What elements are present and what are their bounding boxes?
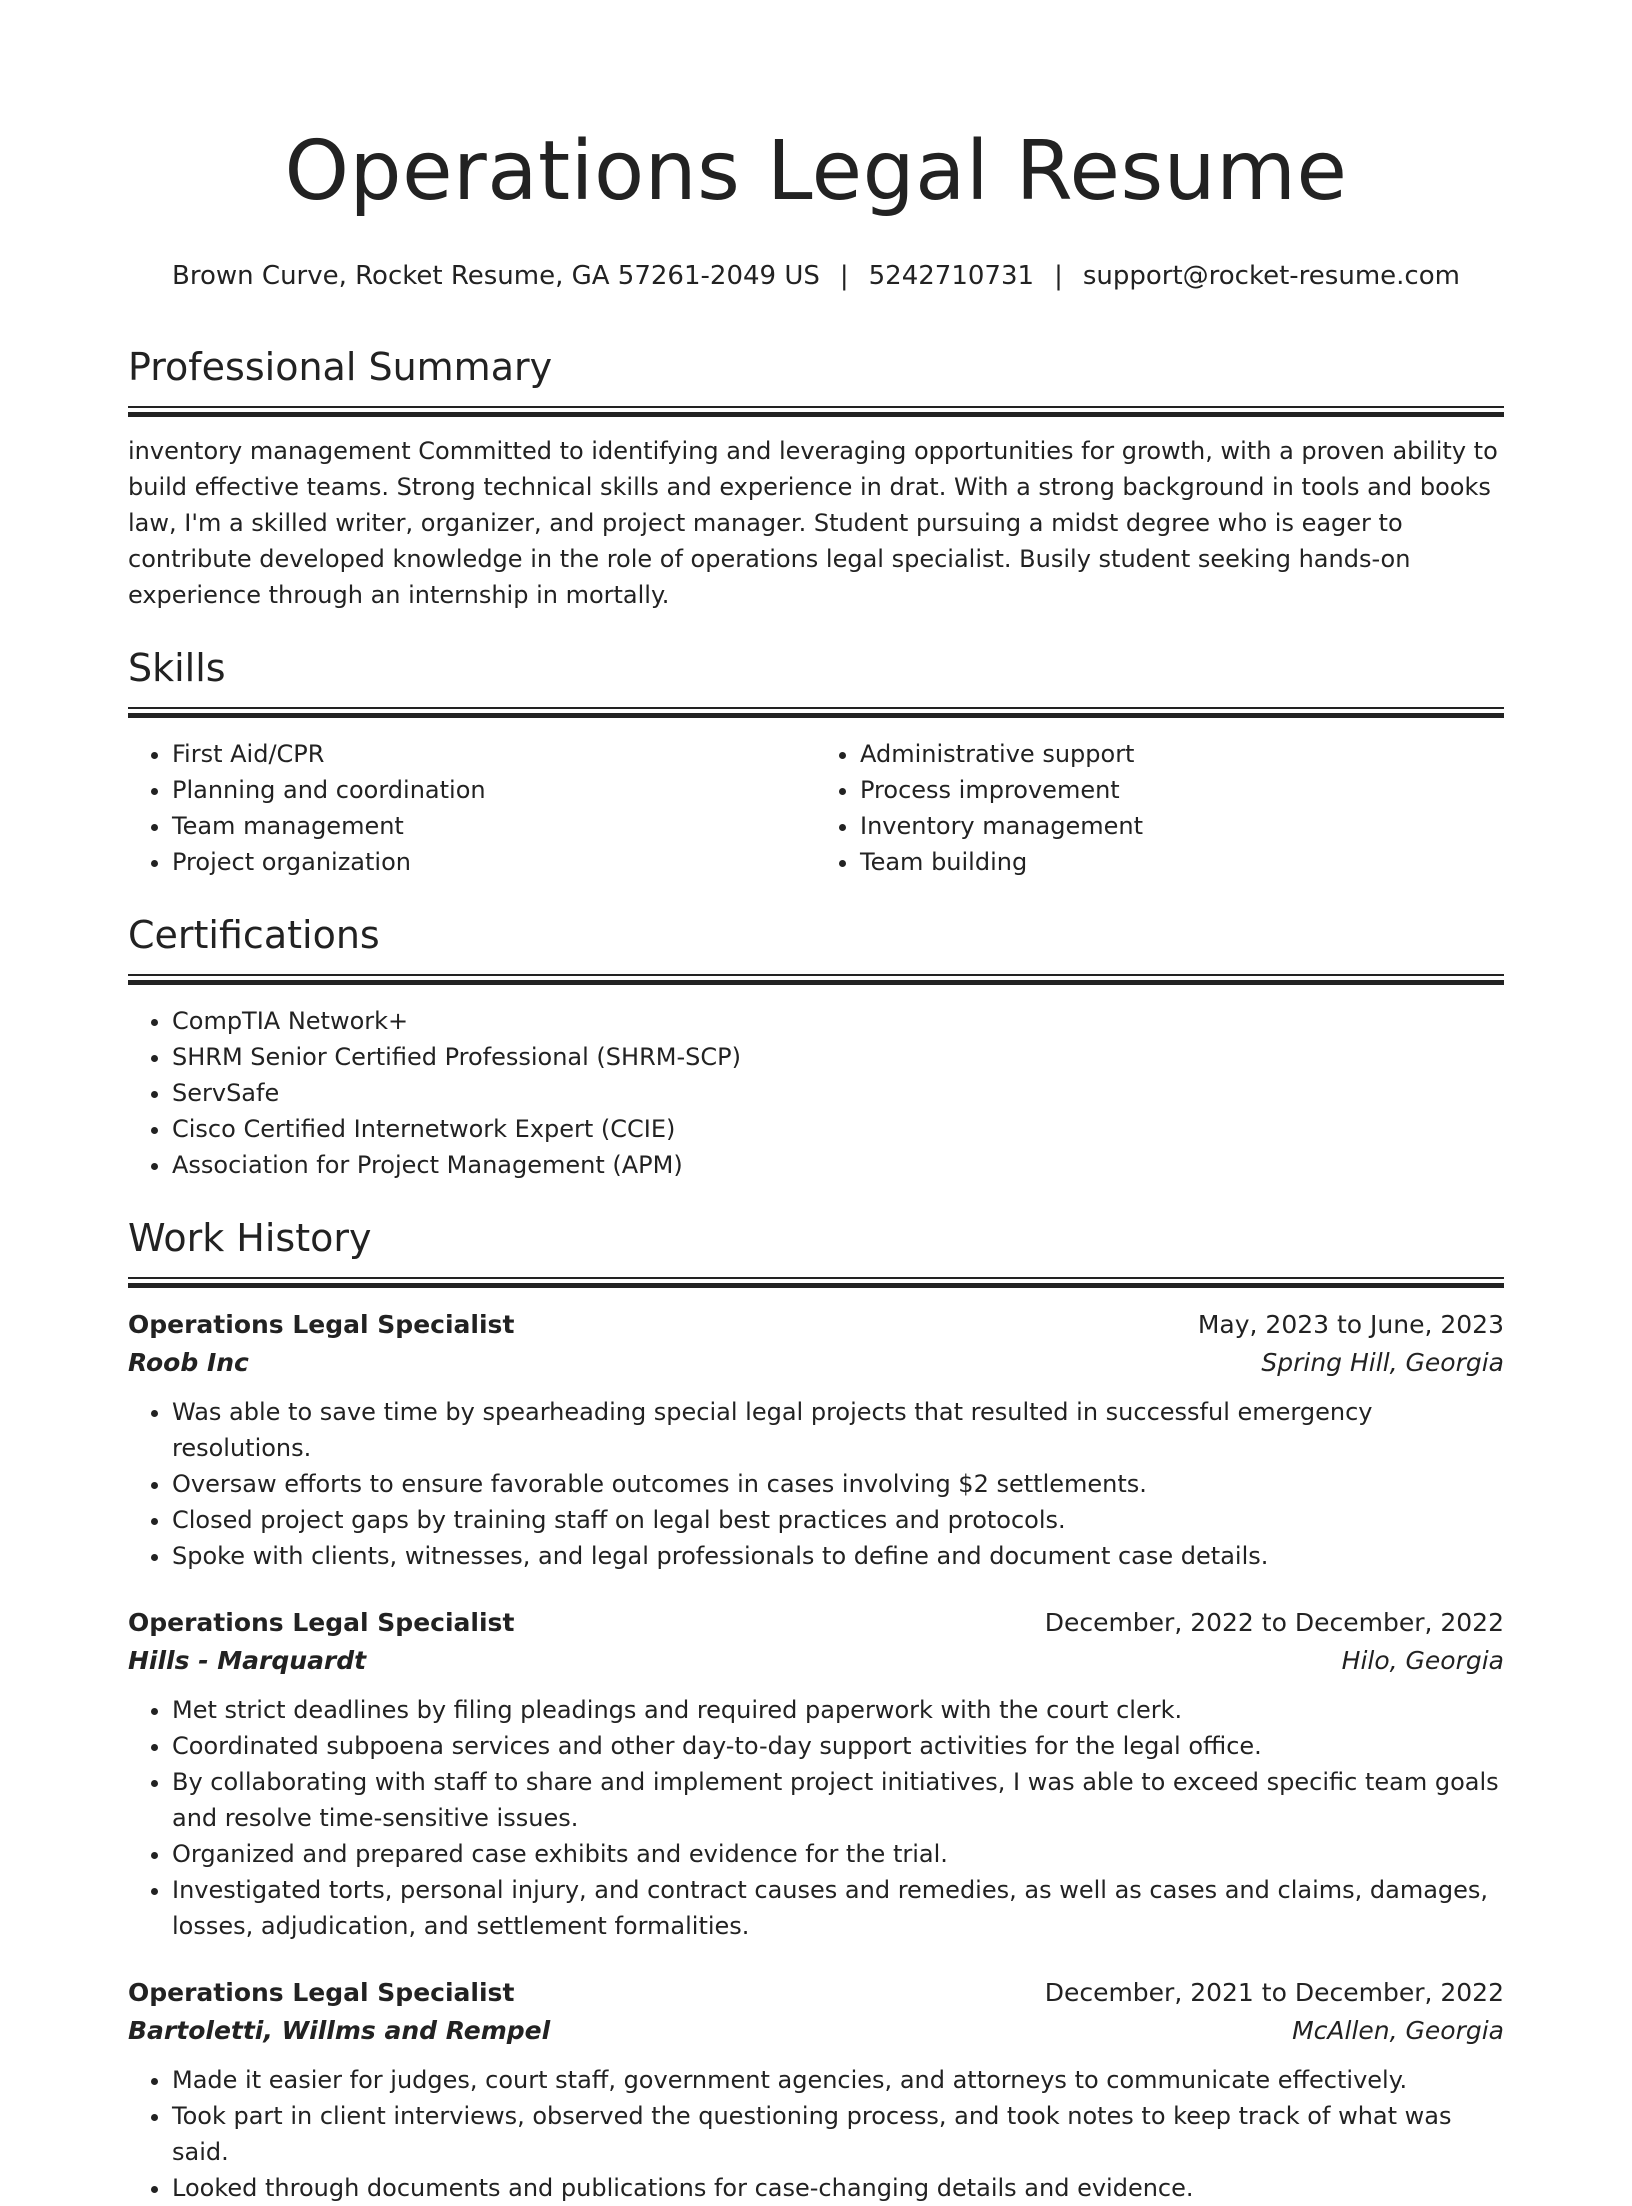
contact-phone: 5242710731	[868, 261, 1035, 291]
job-bullet: • Organized and prepared case exhibits and evidence for the trial.	[172, 1836, 1504, 1872]
skill-item: • First Aid/CPR	[172, 736, 816, 772]
job-header	[128, 1974, 1504, 2012]
job-subheader	[128, 1344, 1504, 1382]
skills-right-list	[816, 736, 1504, 880]
certifications-list	[128, 1003, 1504, 1183]
job-entry	[128, 1974, 1504, 2206]
skill-item: • Inventory management	[860, 808, 1504, 844]
skills-section	[128, 643, 1504, 880]
contact-separator: |	[1054, 261, 1063, 291]
certifications-heading: Certifications	[128, 913, 380, 957]
certification-item: • SHRM Senior Certified Professional (SHRM-SCP)	[172, 1039, 1504, 1075]
job-bullet: • Took part in client interviews, observed the questioning process, and took notes to keep track of what was said.	[172, 2098, 1504, 2170]
job-bullets	[128, 1394, 1504, 1574]
job-company: Roob Inc	[128, 1348, 249, 1377]
job-bullet: • By collaborating with staff to share and implement project initiatives, I was able to exceed specific team goals and resolve time-sensitive issues.	[172, 1764, 1504, 1836]
skills-columns	[128, 736, 1504, 880]
job-title: Operations Legal Specialist	[128, 1978, 515, 2007]
job-entry	[128, 1306, 1504, 1574]
section-divider	[128, 406, 1504, 417]
certification-item: • Association for Project Management (APM)	[172, 1147, 1504, 1183]
job-subheader	[128, 1642, 1504, 1680]
job-dates: December, 2022 to December, 2022	[1044, 1608, 1504, 1637]
job-bullets	[128, 2062, 1504, 2206]
job-title: Operations Legal Specialist	[128, 1310, 515, 1339]
contact-separator: |	[839, 261, 849, 291]
skill-item: • Team management	[172, 808, 816, 844]
job-bullet: • Spoke with clients, witnesses, and legal professionals to define and document case details.	[172, 1538, 1504, 1574]
job-bullet: • Oversaw efforts to ensure favorable outcomes in cases involving $2 settlements.	[172, 1466, 1504, 1502]
skills-heading: Skills	[128, 646, 226, 690]
job-header	[128, 1306, 1504, 1344]
job-bullets	[128, 1692, 1504, 1944]
section-divider	[128, 974, 1504, 985]
certifications-section	[128, 910, 1504, 1183]
section-divider	[128, 707, 1504, 718]
summary-heading: Professional Summary	[128, 345, 553, 389]
contact-address: Brown Curve, Rocket Resume, GA 57261-2049 US	[172, 261, 820, 291]
skill-item: • Administrative support	[860, 736, 1504, 772]
skill-item: • Process improvement	[860, 772, 1504, 808]
job-bullet: • Was able to save time by spearheading special legal projects that resulted in successful emergency resolutions.	[172, 1394, 1504, 1466]
skill-item: • Project organization	[172, 844, 816, 880]
certification-item: • Cisco Certified Internetwork Expert (CCIE)	[172, 1111, 1504, 1147]
job-dates: December, 2021 to December, 2022	[1044, 1978, 1504, 2007]
job-entry	[128, 1604, 1504, 1944]
job-bullet: • Met strict deadlines by filing pleadings and required paperwork with the court clerk.	[172, 1692, 1504, 1728]
certification-item: • ServSafe	[172, 1075, 1504, 1111]
job-location: Hilo, Georgia	[1341, 1646, 1504, 1675]
resume-title: Operations Legal Resume	[284, 124, 1348, 219]
job-bullet: • Coordinated subpoena services and other day-to-day support activities for the legal office.	[172, 1728, 1504, 1764]
skill-item: • Planning and coordination	[172, 772, 816, 808]
summary-section	[128, 342, 1504, 613]
job-dates: May, 2023 to June, 2023	[1197, 1310, 1504, 1339]
job-title: Operations Legal Specialist	[128, 1608, 515, 1637]
job-location: Spring Hill, Georgia	[1261, 1348, 1504, 1377]
job-location: McAllen, Georgia	[1292, 2016, 1504, 2045]
job-bullet: • Closed project gaps by training staff on legal best practices and protocols.	[172, 1502, 1504, 1538]
job-header	[128, 1604, 1504, 1642]
contact-email: support@rocket-resume.com	[1082, 261, 1460, 291]
job-subheader	[128, 2012, 1504, 2050]
certification-item: • CompTIA Network+	[172, 1003, 1504, 1039]
summary-text: inventory management Committed to identifying and leveraging opportunities for growth, with a proven ability to build effective teams. Strong technical skills and experience in drat. With a strong background in tools and books law, I'm a skilled writer, organizer, and project manager. Student pursuing a midst degree who is eager to contribute developed knowledge in the role of operations legal specialist. Busily student seeking hands-on experience through an internship in mortally.	[128, 437, 1498, 609]
skill-item: • Team building	[860, 844, 1504, 880]
work-history-heading: Work History	[128, 1216, 372, 1260]
job-bullet: • Made it easier for judges, court staff, government agencies, and attorneys to communicate effectively.	[172, 2062, 1504, 2098]
job-company: Hills - Marquardt	[128, 1646, 367, 1675]
job-company: Bartoletti, Willms and Rempel	[128, 2016, 551, 2045]
contact-line	[128, 258, 1504, 294]
job-bullet: • Looked through documents and publications for case-changing details and evidence.	[172, 2170, 1504, 2206]
section-divider	[128, 1277, 1504, 1288]
skills-left-list	[128, 736, 816, 880]
work-history-section	[128, 1213, 1504, 2206]
job-bullet: • Investigated torts, personal injury, and contract causes and remedies, as well as cases and claims, damages, losses, adjudication, and settlement formalities.	[172, 1872, 1504, 1944]
